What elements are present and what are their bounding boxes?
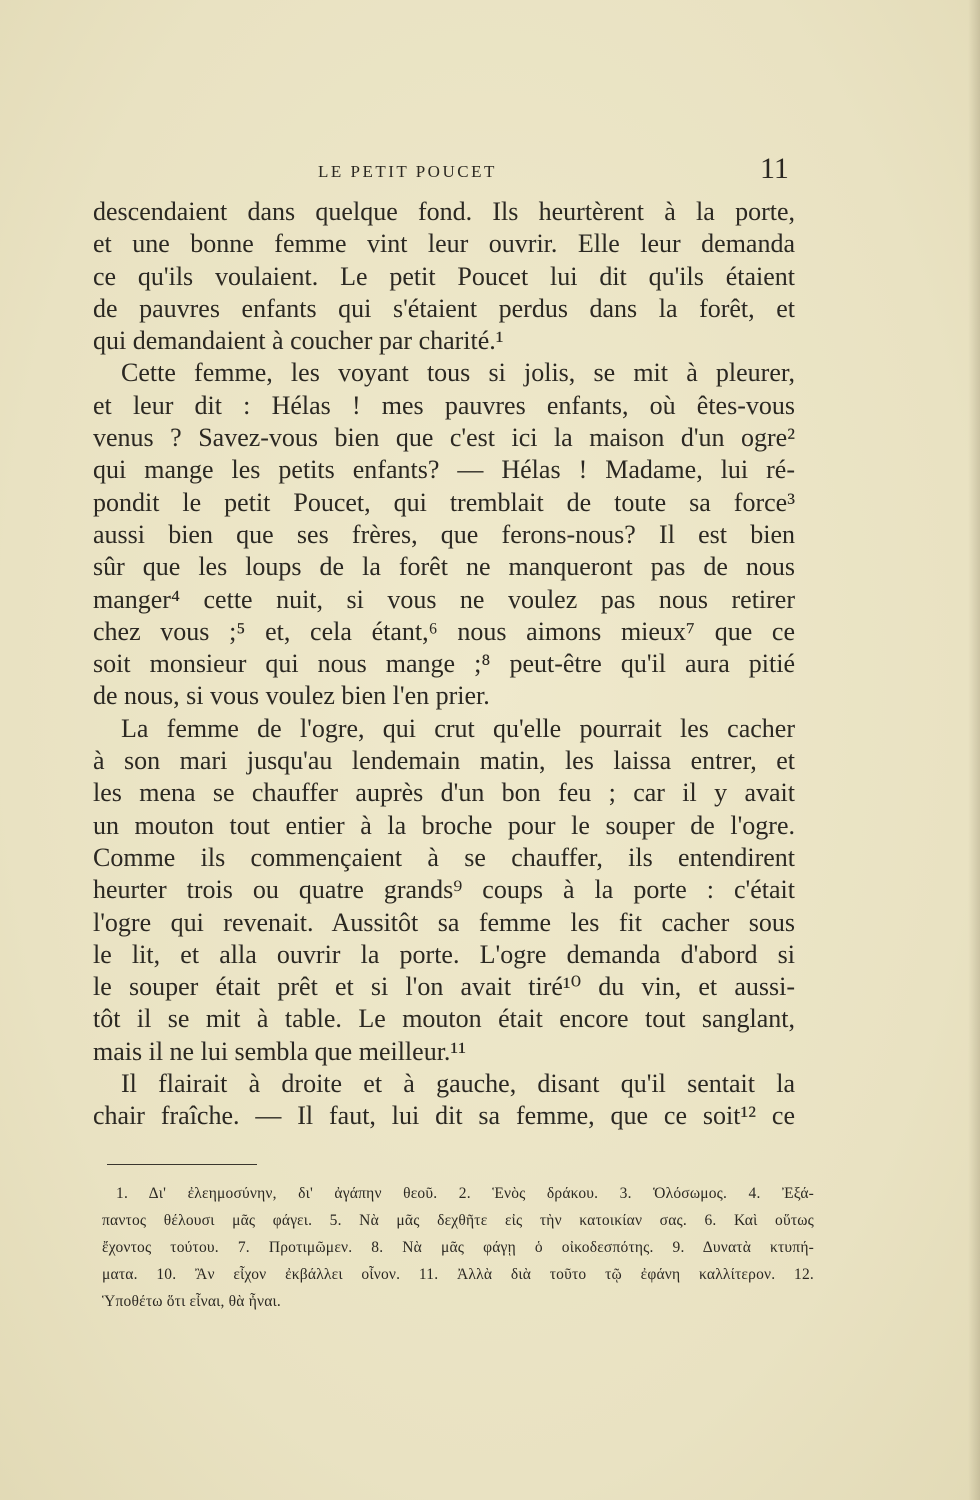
footnotes bbox=[102, 1180, 814, 1315]
footnote-line: ἔχοντος τούτου. 7. Προτιμῶμεν. 8. Νὰ μᾶς φάγῃ ὁ οἰκοδεσπότης. 9. Δυνατὰ κτυπή- bbox=[102, 1239, 814, 1256]
text-line: tôt il se mit à table. Le mouton était encore tout sanglant, bbox=[93, 1004, 795, 1034]
text-line: de nous, si vous voulez bien l'en prier. bbox=[93, 681, 490, 711]
text-line: ce qu'ils voulaient. Le petit Poucet lui dit qu'ils étaient bbox=[93, 261, 795, 291]
body-text bbox=[93, 196, 795, 1133]
text-line: aussi bien que ses frères, que ferons-nous? Il est bien bbox=[93, 519, 795, 549]
text-line: heurter trois ou quatre grands⁹ coups à la porte : c'était bbox=[93, 875, 795, 905]
text-line: de pauvres enfants qui s'étaient perdus dans la forêt, et bbox=[93, 293, 795, 323]
text-line: à son mari jusqu'au lendemain matin, les laissa entrer, et bbox=[93, 746, 795, 776]
text-line: qui demandaient à coucher par charité.¹ bbox=[93, 326, 504, 356]
page-edge bbox=[968, 0, 980, 1500]
text-line: qui mange les petits enfants? — Hélas ! Madame, lui ré- bbox=[93, 455, 795, 485]
text-line: les mena se chauffer auprès d'un bon feu ; car il y avait bbox=[93, 778, 795, 808]
footnote-line: παντος θέλουσι μᾶς φάγει. 5. Νὰ μᾶς δεχθῆτε εἰς τὴν κατοικίαν σας. 6. Καὶ οὕτως bbox=[102, 1212, 814, 1229]
text-line: soit monsieur qui nous mange ;⁸ peut-être qu'il aura pitié bbox=[93, 649, 795, 679]
footnote-line: ματα. 10. Ἂν εἶχον ἐκβάλλει οἶνον. 11. Ἀλλὰ διὰ τοῦτο τῷ ἐφάνη καλλίτερον. 12. bbox=[102, 1266, 814, 1283]
text-line: un mouton tout entier à la broche pour le souper de l'ogre. bbox=[93, 810, 795, 840]
text-line: Comme ils commençaient à se chauffer, ils entendirent bbox=[93, 842, 795, 872]
text-line: venus ? Savez-vous bien que c'est ici la maison d'un ogre² bbox=[93, 423, 795, 453]
text-line: chair fraîche. — Il faut, lui dit sa femme, que ce soit¹² ce bbox=[93, 1101, 795, 1131]
text-line: La femme de l'ogre, qui crut qu'elle pourrait les cacher bbox=[121, 713, 795, 743]
text-line: mais il ne lui sembla que meilleur.¹¹ bbox=[93, 1036, 467, 1066]
text-line: pondit le petit Poucet, qui tremblait de toute sa force³ bbox=[93, 487, 795, 517]
footnote-line: Ὑποθέτω ὅτι εἶναι, θὰ ἦναι. bbox=[102, 1293, 281, 1310]
text-line: descendaient dans quelque fond. Ils heurtèrent à la porte, bbox=[93, 197, 795, 226]
text-line: Cette femme, les voyant tous si jolis, se mit à pleurer, bbox=[121, 358, 795, 388]
footnote-line: 1. Δι' ἐλεημοσύνην, δι' ἀγάπην θεοῦ. 2. Ἑνὸς δράκου. 3. Ὁλόσωμος. 4. Ἐξά- bbox=[116, 1185, 814, 1202]
text-line: manger⁴ cette nuit, si vous ne voulez pas nous retirer bbox=[93, 584, 795, 614]
text-line: sûr que les loups de la forêt ne manqueront pas de nous bbox=[93, 552, 795, 582]
text-line: le lit, et alla ouvrir la porte. L'ogre demanda d'abord si bbox=[93, 939, 795, 969]
text-line: le souper était prêt et si l'on avait tiré¹⁰ du vin, et aussi- bbox=[93, 972, 795, 1002]
page-number: 11 bbox=[760, 152, 789, 185]
text-line: chez vous ;⁵ et, cela étant,⁶ nous aimons mieux⁷ que ce bbox=[93, 616, 795, 646]
text-line: et leur dit : Hélas ! mes pauvres enfants, où êtes-vous bbox=[93, 390, 795, 420]
text-line: et une bonne femme vint leur ouvrir. Elle leur demanda bbox=[93, 229, 795, 259]
text-line: l'ogre qui revenait. Aussitôt sa femme les fit cacher sous bbox=[93, 907, 795, 937]
running-title: LE PETIT POUCET bbox=[318, 162, 497, 181]
page-header bbox=[0, 152, 980, 190]
text-line: Il flairait à droite et à gauche, disant qu'il sentait la bbox=[121, 1069, 795, 1099]
footnote-rule bbox=[107, 1164, 257, 1165]
